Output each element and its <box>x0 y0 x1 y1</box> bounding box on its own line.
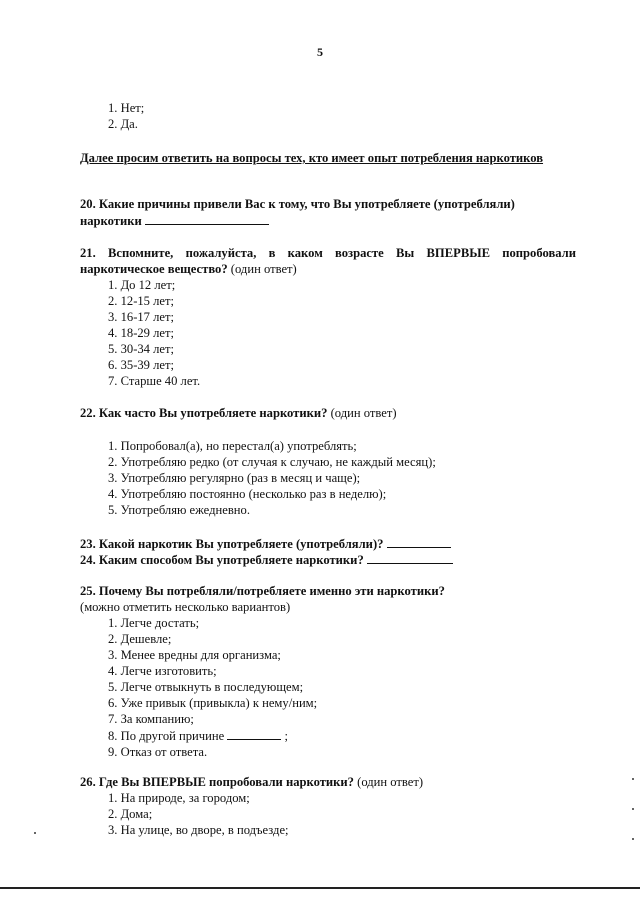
answer-option: 4. Легче изготовить; <box>108 664 217 678</box>
question-22-note: (один ответ) <box>327 406 397 420</box>
scan-mark <box>632 838 634 840</box>
answer-option: 6. Уже привык (привыкла) к нему/ним; <box>108 696 318 710</box>
answer-option: 3. Употребляю регулярно (раз в месяц и чаще); <box>108 471 361 485</box>
answer-option: 2. Дешевле; <box>108 632 172 646</box>
question-25-note: (можно отметить несколько вариантов) <box>80 600 291 614</box>
answer-option: 2. Употребляю редко (от случая к случаю, не каждый месяц); <box>108 455 436 469</box>
question-23-text: 23. Какой наркотик Вы употребляете (употребляли)? <box>80 537 384 551</box>
answer-option: 7. За компанию; <box>108 712 194 726</box>
answer-option: 1. Попробовал(а), но перестал(а) употреблять; <box>108 439 357 453</box>
question-21 <box>80 245 576 277</box>
answer-option: 2. Дома; <box>108 807 153 821</box>
section-note: Далее просим ответить на вопросы тех, кто имеет опыт потребления наркотиков <box>80 151 544 165</box>
answer-blank[interactable] <box>387 535 451 548</box>
answer-option: 4. 18-29 лет; <box>108 326 175 340</box>
question-25 <box>80 583 576 615</box>
question-21-note: (один ответ) <box>227 262 297 276</box>
question-20-text: 20. Какие причины привели Вас к тому, что Вы употребляете (употребляли) <box>80 197 515 211</box>
answer-option: 2. 12-15 лет; <box>108 294 175 308</box>
question-22-options <box>108 438 576 518</box>
question-20 <box>80 196 576 229</box>
answer-option: 5. 30-34 лет; <box>108 342 175 356</box>
question-26-note: (один ответ) <box>353 775 424 789</box>
answer-option-other <box>108 727 576 744</box>
answer-option: 1. До 12 лет; <box>108 278 176 292</box>
page-number: 5 <box>317 45 323 59</box>
answer-option: 1. Нет; <box>108 101 145 115</box>
bottom-rule <box>0 887 640 889</box>
question-25-options <box>108 615 576 760</box>
question-21-options <box>108 277 576 389</box>
question-25-text: 25. Почему Вы потребляли/потребляете именно эти наркотики? <box>80 584 445 598</box>
question-22 <box>80 405 576 421</box>
question-26-text: 26. Где Вы ВПЕРВЫЕ попробовали наркотики? <box>80 775 354 789</box>
scan-mark <box>34 832 36 834</box>
answer-option: 5. Употребляю ежедневно. <box>108 503 250 517</box>
previous-answer-options <box>108 100 576 132</box>
question-26-options <box>108 790 576 838</box>
question-24 <box>80 551 576 568</box>
answer-option: 1. На природе, за городом; <box>108 791 250 805</box>
answer-option: 3. Менее вредны для организма; <box>108 648 281 662</box>
question-23 <box>80 535 576 552</box>
question-21-text: 21. Вспомните, пожалуйста, в каком возрасте Вы ВПЕРВЫЕ попробовали наркотическое вещество? <box>80 246 576 276</box>
question-22-text: 22. Как часто Вы употребляете наркотики? <box>80 406 328 420</box>
answer-blank[interactable] <box>145 212 269 225</box>
answer-option: 6. 35-39 лет; <box>108 358 175 372</box>
question-20-text-cont: наркотики <box>80 214 142 228</box>
answer-option-other-label: 8. По другой причине <box>108 729 225 743</box>
question-26 <box>80 774 576 790</box>
answer-option: 3. 16-17 лет; <box>108 310 175 324</box>
scan-mark <box>632 808 634 810</box>
answer-option: 9. Отказ от ответа. <box>108 745 208 759</box>
answer-option: 7. Старше 40 лет. <box>108 374 201 388</box>
answer-option: 2. Да. <box>108 117 138 131</box>
answer-option: 3. На улице, во дворе, в подъезде; <box>108 823 289 837</box>
answer-option: 4. Употребляю постоянно (несколько раз в неделю); <box>108 487 387 501</box>
answer-option: 5. Легче отвыкнуть в последующем; <box>108 680 304 694</box>
scan-mark <box>632 778 634 780</box>
answer-blank[interactable] <box>367 551 453 564</box>
answer-blank[interactable] <box>227 727 281 740</box>
answer-option: 1. Легче достать; <box>108 616 200 630</box>
answer-option-other-suffix: ; <box>281 729 288 743</box>
question-24-text: 24. Каким способом Вы употребляете наркотики? <box>80 553 364 567</box>
